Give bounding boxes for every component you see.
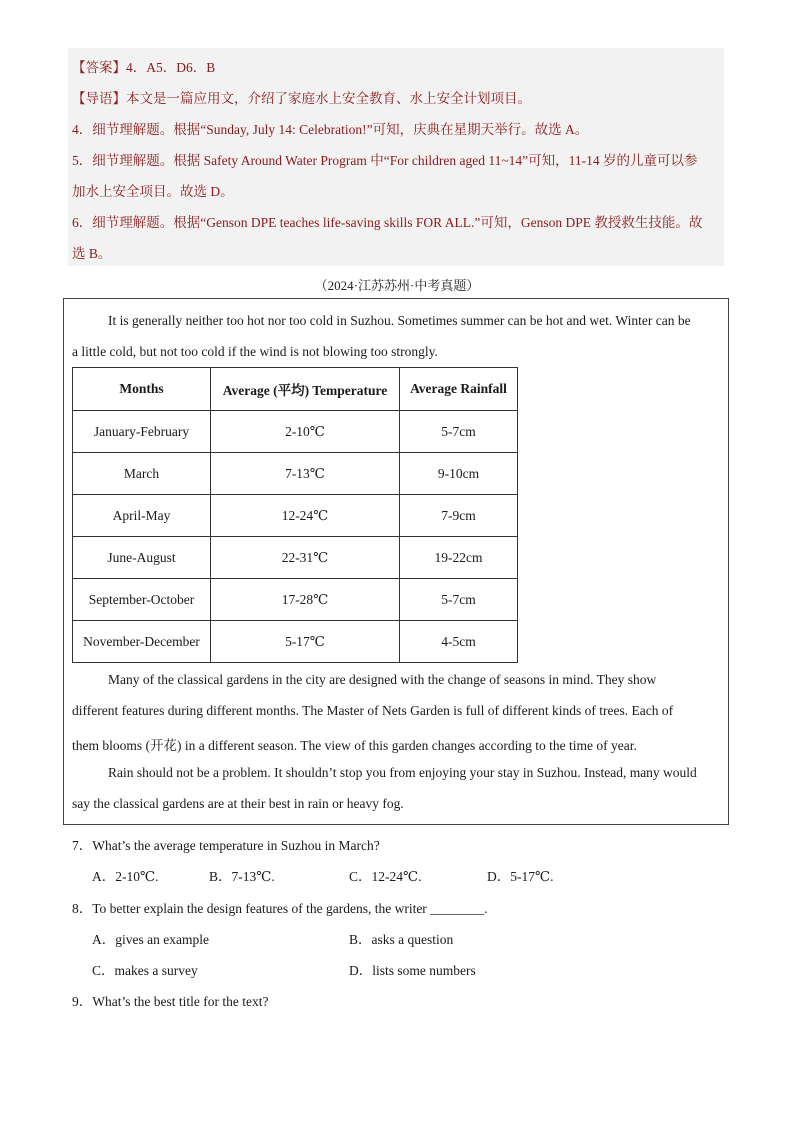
passage-para2-line2: different features during different months. The Master of Nets Garden is full of different kinds of trees. Each of [72,703,674,718]
q7-option-b[interactable]: B．7-13℃. [209,869,275,884]
passage-intro-line2: a little cold, but not too cold if the wind is not blowing too strongly. [72,344,438,359]
passage-para3-line2: say the classical gardens are at their best in rain or heavy fog. [72,796,404,811]
table-row [73,537,518,579]
table-row [73,495,518,537]
table-row [73,453,518,495]
passage-para2-line1: Many of the classical gardens in the city are designed with the change of seasons in mind. They show [108,672,657,687]
cell-rainfall: 4-5cm [400,621,518,663]
passage-para2-line3: them blooms (开花) in a different season. The view of this garden changes according to the time of year. [72,738,637,753]
cell-rainfall: 7-9cm [400,495,518,537]
table-row [73,621,518,663]
answer-item: 6．B [186,60,216,75]
header-temperature: Average (平均) Temperature [211,368,400,411]
cell-rainfall: 9-10cm [400,453,518,495]
q7-option-c[interactable]: C．12-24℃. [349,869,422,884]
answer-label: 【答案】 [72,60,126,75]
explanation-6-line1: 6．细节理解题。根据“Genson DPE teaches life-saving skills FOR ALL.”可知，Genson DPE 教授救生技能。故 [72,215,703,230]
cell-temperature: 22-31℃ [211,537,400,579]
explanation-5-line1: 5．细节理解题。根据 Safety Around Water Program 中“For children aged 11~14”可知，11-14 岁的儿童可以参 [72,153,698,168]
q8-option-a[interactable]: A．gives an example [92,932,209,947]
cell-rainfall: 5-7cm [400,411,518,453]
guide-label: 【导语】 [72,91,126,106]
question-9: 9．What’s the best title for the text? [72,994,269,1009]
explanation-5-line2: 加水上安全项目。故选 D。 [72,184,234,199]
answer-item: 5．D [156,60,186,75]
guide-text: 本文是一篇应用文，介绍了家庭水上安全教育、水上安全计划项目。 [126,91,531,106]
header-months: Months [73,368,211,411]
passage-para3-line1: Rain should not be a problem. It shouldn’t stop you from enjoying your stay in Suzhou. Instead, many would [108,765,697,780]
q8-option-c[interactable]: C．makes a survey [92,963,198,978]
guide-row [72,87,531,107]
cell-month: March [73,453,211,495]
cell-month: November-December [73,621,211,663]
table-row [73,411,518,453]
cell-temperature: 7-13℃ [211,453,400,495]
q8-option-b[interactable]: B．asks a question [349,932,454,947]
cell-temperature: 2-10℃ [211,411,400,453]
q8-option-d[interactable]: D．lists some numbers [349,963,476,978]
cell-rainfall: 19-22cm [400,537,518,579]
cell-month: January-February [73,411,211,453]
explanation-4: 4．细节理解题。根据“Sunday, July 14: Celebration!”可知，庆典在星期天举行。故选 A。 [72,122,589,137]
q7-option-d[interactable]: D．5-17℃. [487,869,554,884]
question-8: 8．To better explain the design features of the gardens, the writer ________. [72,901,488,916]
answer-row [72,56,215,76]
header-rainfall: Average Rainfall [400,368,518,411]
cell-temperature: 17-28℃ [211,579,400,621]
cell-month: April-May [73,495,211,537]
cell-month: September-October [73,579,211,621]
explanation-6-line2: 选 B。 [72,246,112,261]
question-7: 7．What’s the average temperature in Suzhou in March? [72,838,380,853]
source-caption: （2024·江苏苏州·中考真题） [314,278,480,293]
cell-temperature: 5-17℃ [211,621,400,663]
cell-month: June-August [73,537,211,579]
answer-explanation-block [68,48,724,266]
cell-temperature: 12-24℃ [211,495,400,537]
passage-intro-line1: It is generally neither too hot nor too cold in Suzhou. Sometimes summer can be hot and wet. Winter can be [108,313,691,328]
table-header-row [73,368,518,411]
cell-rainfall: 5-7cm [400,579,518,621]
climate-table [72,367,518,663]
q7-option-a[interactable]: A．2-10℃. [92,869,159,884]
reading-passage [63,298,729,825]
table-row [73,579,518,621]
answer-item: 4．A [126,60,156,75]
